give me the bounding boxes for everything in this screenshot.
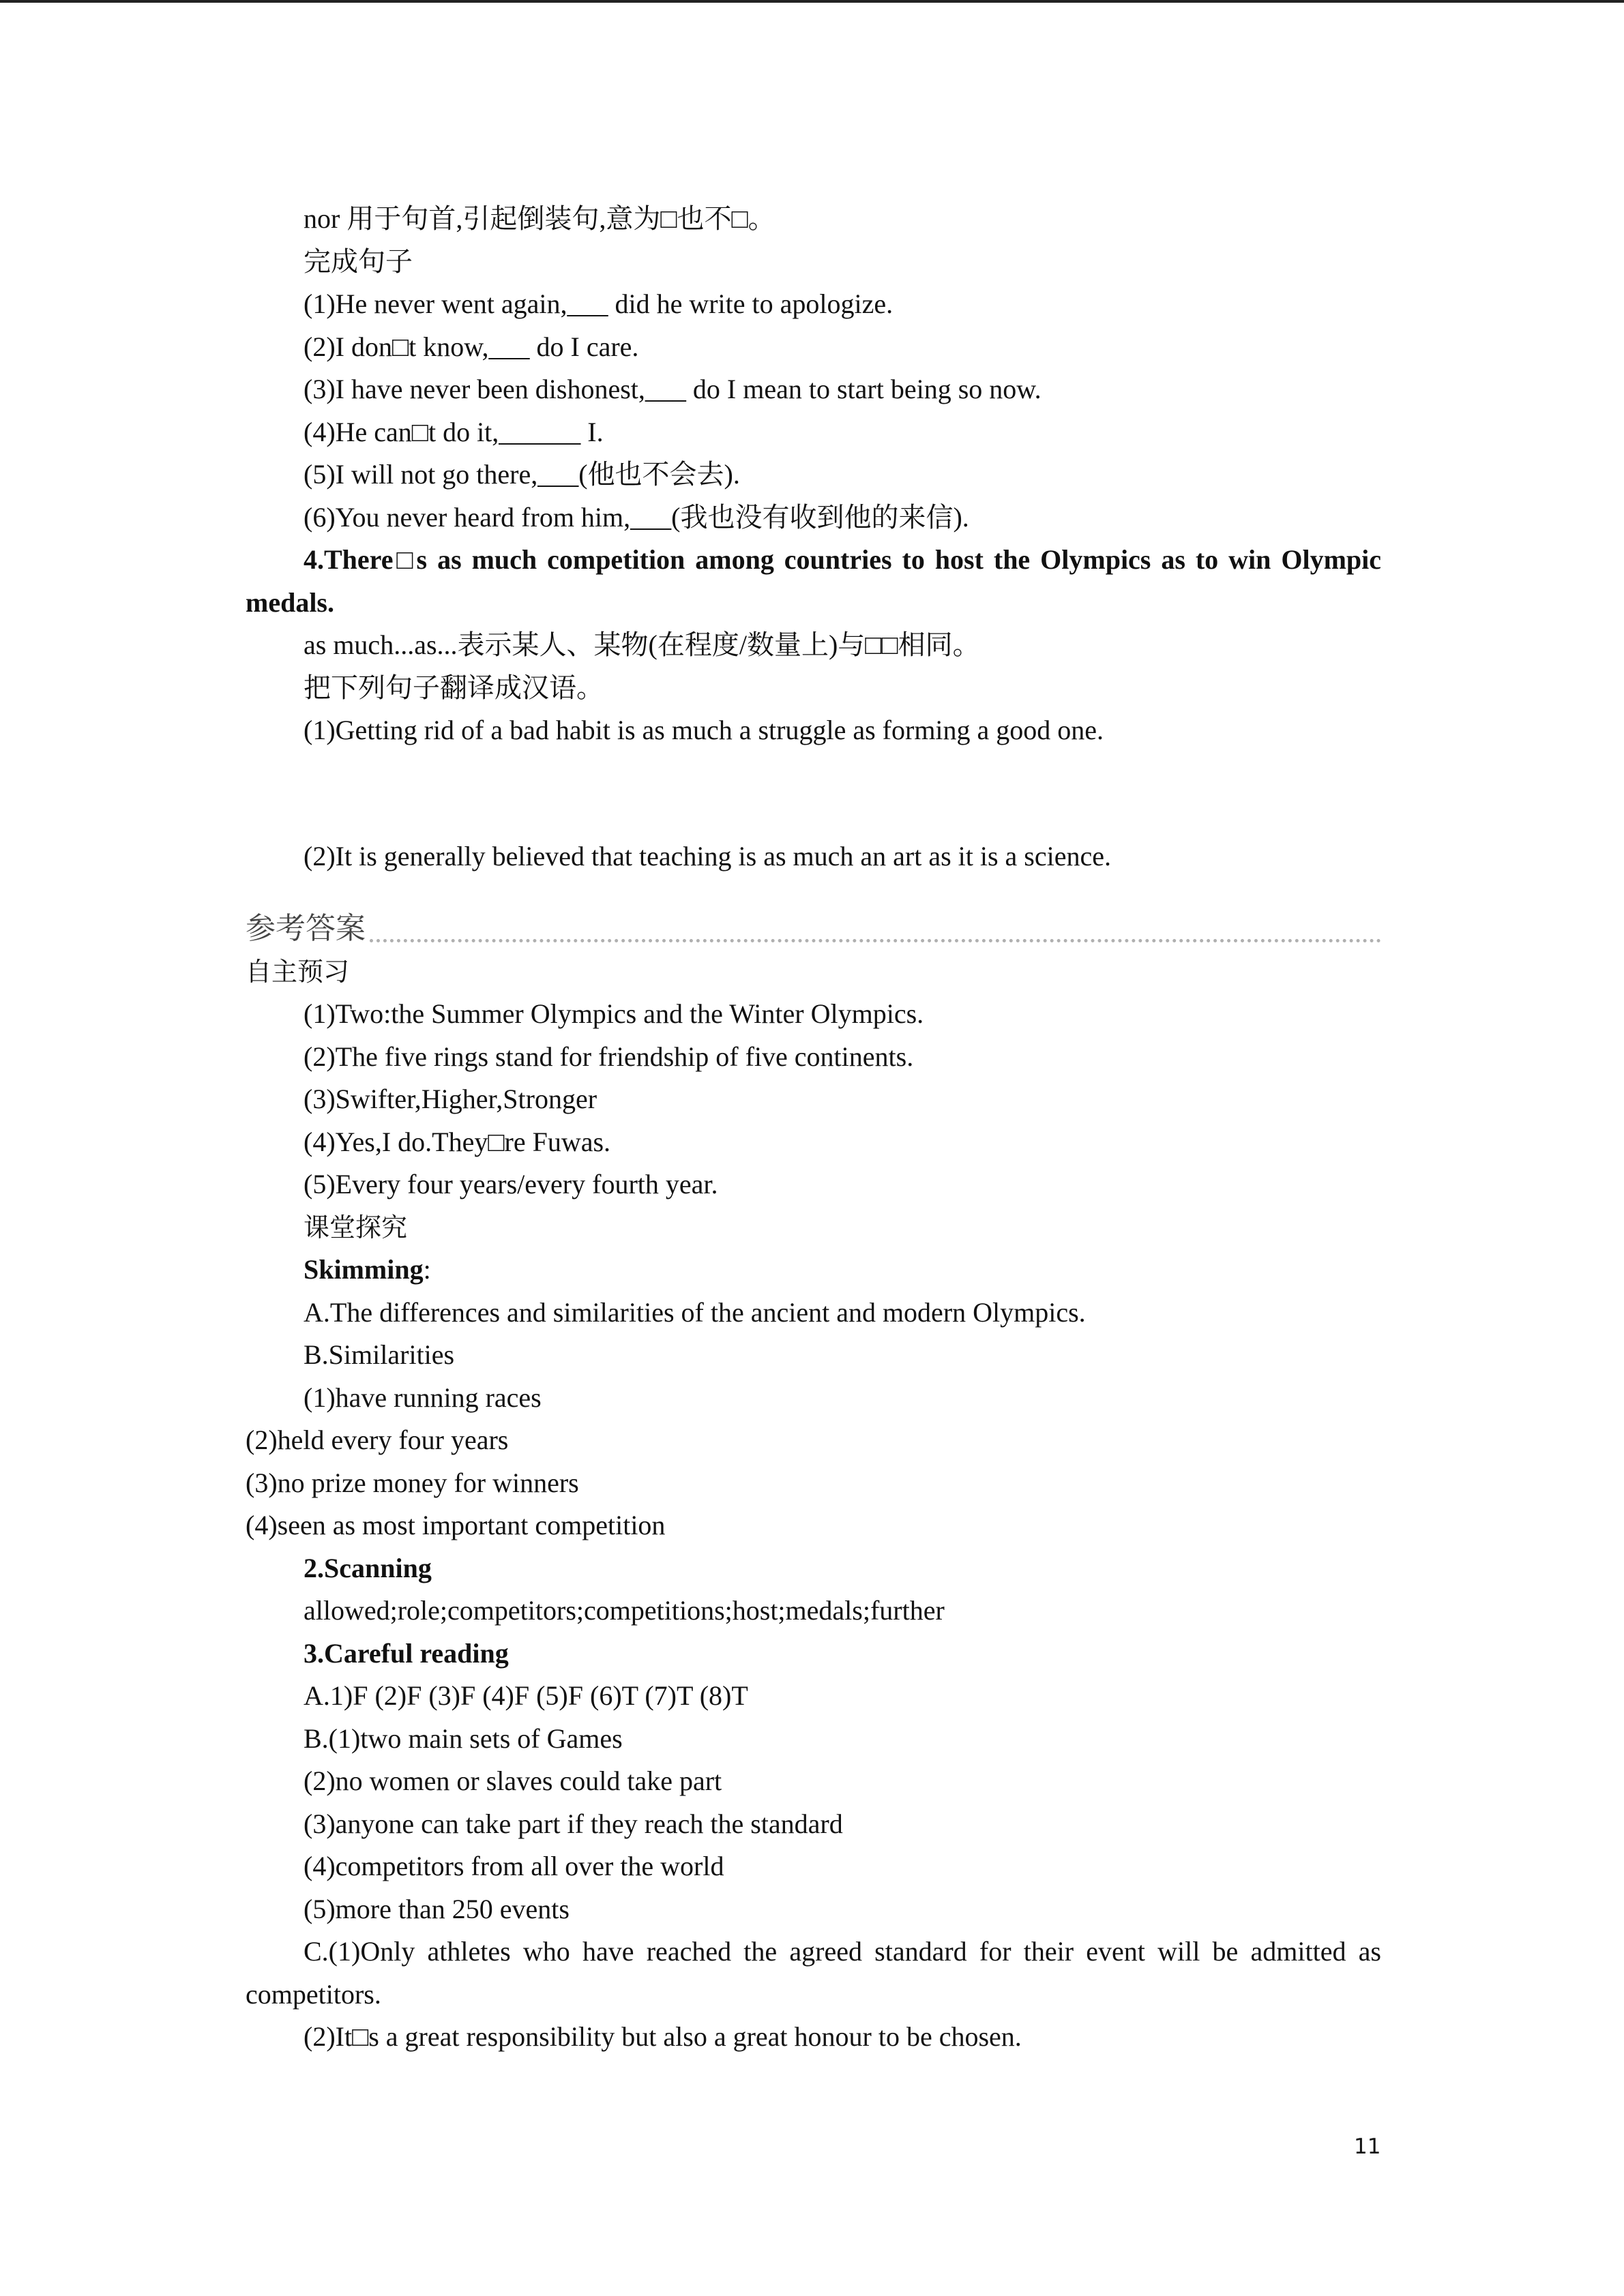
dotted-rule: [370, 939, 1381, 942]
careful-reading-heading: 3.Careful reading: [304, 1637, 509, 1669]
preview-answer-1: (1)Two:the Summer Olympics and the Winter Olympics.: [304, 998, 924, 1029]
document-body: [246, 198, 1381, 2059]
class-exploration-title: 课堂探究: [304, 1212, 408, 1242]
answer-space: [246, 752, 1381, 835]
careful-answer-b2: (2)no women or slaves could take part: [304, 1765, 722, 1796]
nor-exercise-1: (1)He never went again,___ did he write to apologize.: [304, 288, 894, 319]
preview-answer-3: (3)Swifter,Higher,Stronger: [304, 1084, 597, 1114]
nor-exercise-4: (4)He can□t do it,______ I.: [304, 416, 604, 447]
similarity-1: (1)have running races: [304, 1382, 542, 1413]
nor-exercise-5: (5)I will not go there,___(他也不会去).: [304, 459, 740, 490]
similarity-4: (4)seen as most important competition: [246, 1510, 666, 1540]
careful-answer-b4: (4)competitors from all over the world: [304, 1851, 724, 1881]
preview-section-title: 自主预习: [246, 956, 350, 987]
skimming-colon: :: [423, 1254, 431, 1285]
scanning-answer: allowed;role;competitors;competitions;host;medals;further: [304, 1595, 945, 1626]
page-number: 11: [1354, 2134, 1381, 2159]
nor-usage-note: nor 用于句首,引起倒装句,意为□也不□。: [304, 203, 776, 234]
careful-answer-a: A.1)F (2)F (3)F (4)F (5)F (6)T (7)T (8)T: [304, 1680, 748, 1711]
page-top-border: [0, 0, 1624, 3]
skimming-answer-a: A.The differences and similarities of the ancient and modern Olympics.: [304, 1296, 1086, 1328]
nor-exercise-3: (3)I have never been dishonest,___ do I mean to start being so now.: [304, 374, 1042, 404]
preview-answer-4: (4)Yes,I do.They□re Fuwas.: [304, 1126, 611, 1157]
preview-answer-5: (5)Every four years/every fourth year.: [304, 1169, 718, 1199]
skimming-answer-b: B.Similarities: [304, 1339, 455, 1370]
complete-sentences-instruction: 完成句子: [304, 245, 413, 277]
answer-key-title: 参考答案: [246, 911, 366, 946]
skimming-label: Skimming: [304, 1254, 424, 1285]
careful-answer-c1: C.(1)Only athletes who have reached the agreed standard for their event will be admitted as competitors.: [246, 1936, 1381, 2010]
careful-answer-b3: (3)anyone can take part if they reach the standard: [304, 1808, 843, 1839]
section-spacer: [246, 878, 1381, 908]
careful-answer-c2: (2)It□s a great responsibility but also a great honour to be chosen.: [304, 2021, 1022, 2052]
point-4-heading: 4.There□s as much competition among countries to host the Olympics as to win Olympic medals.: [246, 544, 1381, 618]
similarity-3: (3)no prize money for winners: [246, 1467, 579, 1498]
nor-exercise-6: (6)You never heard from him,___(我也没有收到他的来信).: [304, 501, 969, 533]
translate-instruction: 把下列句子翻译成汉语。: [304, 672, 604, 703]
preview-answer-2: (2)The five rings stand for friendship of five continents.: [304, 1041, 914, 1072]
similarity-2: (2)held every four years: [246, 1425, 509, 1455]
translate-exercise-2: (2)It is generally believed that teaching is as much an art as it is a science.: [304, 840, 1112, 871]
nor-exercise-2: (2)I don□t know,___ do I care.: [304, 331, 639, 362]
skimming-heading: [246, 1249, 1381, 1292]
scanning-heading: 2.Scanning: [304, 1552, 432, 1583]
careful-answer-b1: B.(1)two main sets of Games: [304, 1723, 623, 1754]
as-much-usage-note: as much...as...表示某人、某物(在程度/数量上)与□□相同。: [304, 629, 980, 660]
translate-exercise-1: (1)Getting rid of a bad habit is as much a struggle as forming a good one.: [304, 715, 1104, 745]
careful-answer-b5: (5)more than 250 events: [304, 1893, 570, 1924]
answer-key-header: [246, 908, 1381, 951]
